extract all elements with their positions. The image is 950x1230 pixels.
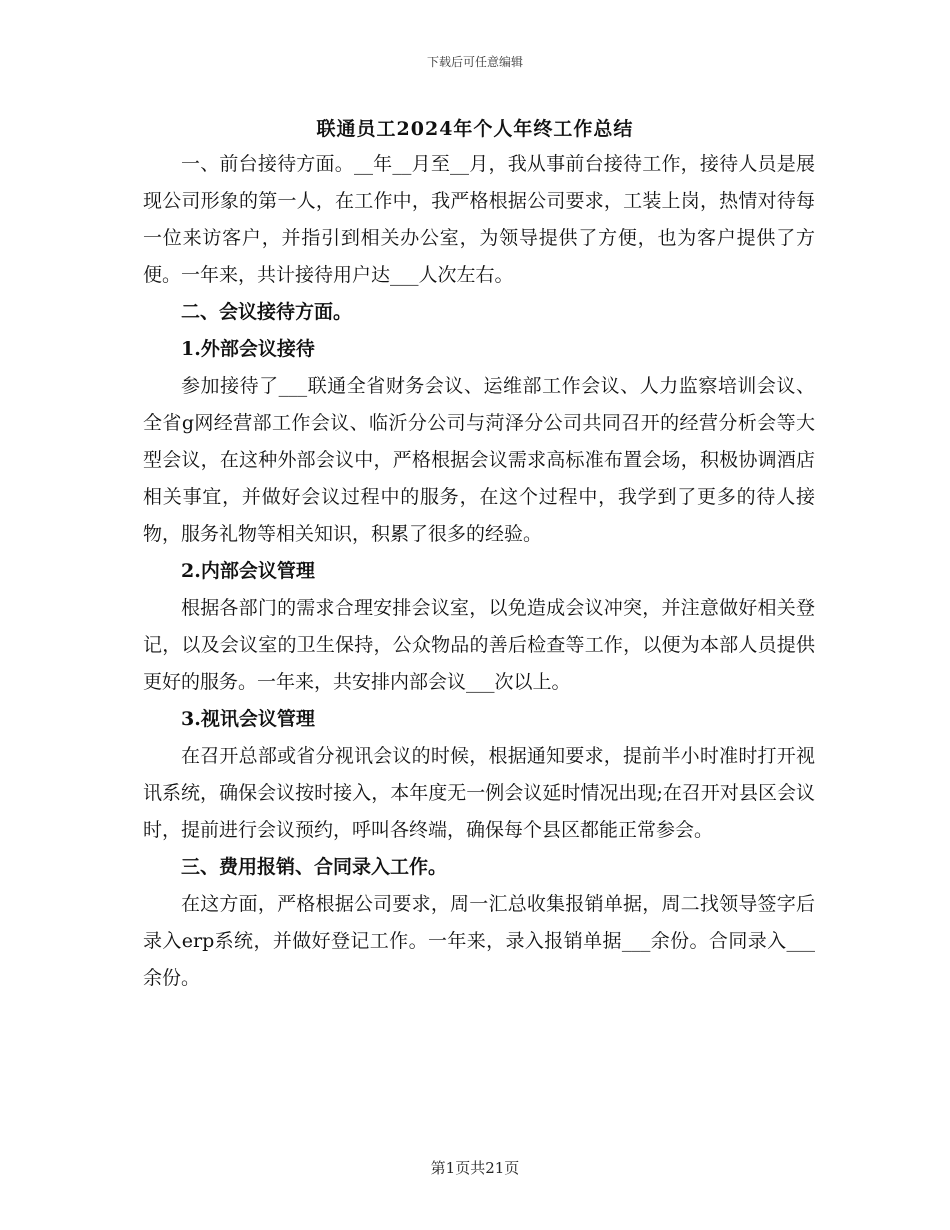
heading-expense-contracts: 三、费用报销、合同录入工作。 [181,856,448,878]
paragraph-internal-meetings: 根据各部门的需求合理安排会议室，以免造成会议冲突，并注意做好相关登记，以及会议室的卫生保持，公众物品的善后检查等工作，以便为本部人员提供更好的服务。一年来，共安排内部会议___次以上。 [143,597,815,693]
heading-meeting-reception: 二、会议接待方面。 [181,301,353,323]
paragraph-expense-contracts: 在这方面，严格根据公司要求，周一汇总收集报销单据，周二找领导签字后录入erp系统，并做好登记工作。一年来，录入报销单据___余份。合同录入___余份。 [143,893,815,989]
page-footer: 第1页共21页 [430,1159,520,1177]
paragraph-front-desk: 一、前台接待方面。__年__月至__月，我从事前台接待工作，接待人员是展现公司形象的第一人，在工作中，我严格根据公司要求，工装上岗，热情对待每一位来访客户，并指引到相关办公室，为领导提供了方便，也为客户提供了方便。一年来，共计接待用户达___人次左右。 [143,153,815,286]
document-title: 联通员工2024年个人年终工作总结 [316,118,634,140]
subheading-internal-meetings: 2.内部会议管理 [181,560,315,582]
page-header: 下载后可任意编辑 [426,55,523,69]
paragraph-video-conference: 在召开总部或省分视讯会议的时候，根据通知要求，提前半小时准时打开视讯系统，确保会议按时接入，本年度无一例会议延时情况出现;在召开对县区会议时，提前进行会议预约，呼叫各终端，确保每个县区都能正常参会。 [143,745,815,841]
document-body [143,146,815,997]
subheading-video-conference: 3.视讯会议管理 [181,708,315,730]
paragraph-external-meetings: 参加接待了___联通全省财务会议、运维部工作会议、人力监察培训会议、全省g网经营部工作会议、临沂分公司与菏泽分公司共同召开的经营分析会等大型会议，在这种外部会议中，严格根据会议需求高标准布置会场，积极协调酒店相关事宜，并做好会议过程中的服务，在这个过程中，我学到了更多的待人接物，服务礼物等相关知识，积累了很多的经验。 [143,375,815,545]
subheading-external-meetings: 1.外部会议接待 [181,338,315,360]
